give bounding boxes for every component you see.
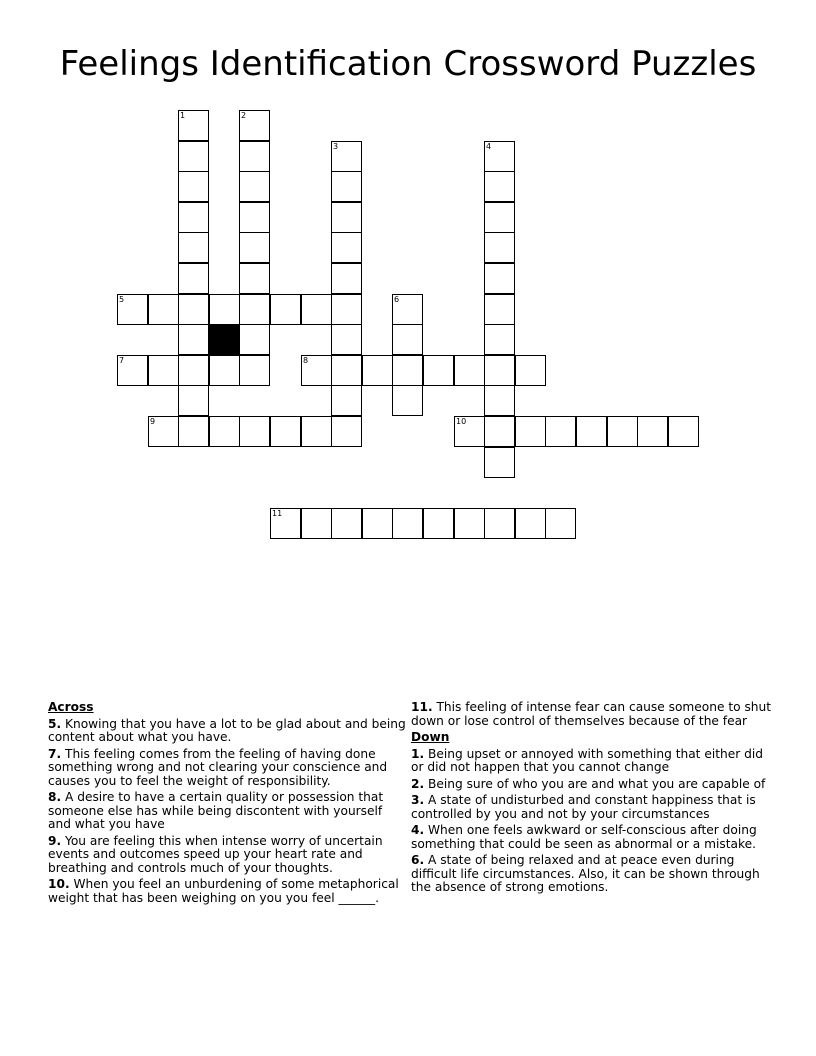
grid-cell[interactable] (362, 355, 393, 386)
grid-cell[interactable] (117, 294, 148, 325)
grid-cell[interactable] (392, 324, 423, 355)
grid-cell[interactable] (301, 416, 332, 447)
grid-cell[interactable] (454, 508, 485, 539)
clue-number: 6 (394, 295, 400, 304)
grid-cell[interactable] (484, 294, 515, 325)
grid-cell[interactable] (392, 355, 423, 386)
grid-cell[interactable] (148, 416, 179, 447)
clue-number: 3 (333, 142, 339, 151)
clue-down-3: 3. A state of undisturbed and constant happiness that is controlled by you and not by your circumstances (411, 793, 756, 821)
clue-number: 1 (180, 111, 186, 120)
grid-cell[interactable] (239, 232, 270, 263)
grid-cell[interactable] (239, 355, 270, 386)
grid-cell[interactable] (178, 232, 209, 263)
grid-cell[interactable] (178, 355, 209, 386)
grid-cell[interactable] (331, 263, 362, 294)
grid-cell[interactable] (331, 324, 362, 355)
clue-across-5: 5. Knowing that you have a lot to be glad about and being content about what you have. (48, 716, 406, 744)
grid-cell[interactable] (484, 416, 515, 447)
down-header: Down (411, 730, 450, 744)
grid-cell[interactable] (484, 355, 515, 386)
grid-cell[interactable] (484, 447, 515, 478)
grid-cell[interactable] (484, 324, 515, 355)
clue-number: 8 (303, 356, 309, 365)
clue-down-1: 1. Being upset or annoyed with something that either did or did not happen that you cannot change (411, 746, 763, 774)
grid-cell[interactable] (239, 171, 270, 202)
grid-cell[interactable] (331, 141, 362, 172)
grid-block (209, 324, 240, 355)
grid-cell[interactable] (331, 171, 362, 202)
grid-cell[interactable] (178, 171, 209, 202)
grid-cell[interactable] (331, 232, 362, 263)
grid-cell[interactable] (117, 355, 148, 386)
grid-cell[interactable] (178, 263, 209, 294)
grid-cell[interactable] (209, 416, 240, 447)
grid-cell[interactable] (239, 263, 270, 294)
grid-cell[interactable] (392, 294, 423, 325)
grid-cell[interactable] (515, 508, 546, 539)
grid-cell[interactable] (484, 385, 515, 416)
grid-cell[interactable] (209, 294, 240, 325)
clue-across-10: 10. When you feel an unburdening of some metaphorical weight that has been weighing on you you feel ______. (48, 877, 399, 905)
clue-across-11: 11. This feeling of intense fear can cause someone to shut down or lose control of themselves because of the fear (411, 700, 772, 728)
grid-cell[interactable] (331, 416, 362, 447)
grid-cell[interactable] (484, 171, 515, 202)
grid-cell[interactable] (239, 202, 270, 233)
grid-cell[interactable] (301, 508, 332, 539)
grid-cell[interactable] (484, 508, 515, 539)
clue-down-6: 6. A state of being relaxed and at peace even during difficult life circumstances. Also, it can be shown through the absence of strong emotions. (411, 853, 760, 894)
grid-cell[interactable] (178, 141, 209, 172)
grid-cell[interactable] (484, 202, 515, 233)
grid-cell[interactable] (331, 294, 362, 325)
grid-cell[interactable] (668, 416, 699, 447)
grid-cell[interactable] (239, 324, 270, 355)
grid-cell[interactable] (178, 324, 209, 355)
grid-cell[interactable] (484, 232, 515, 263)
clue-number: 7 (119, 356, 125, 365)
grid-cell[interactable] (239, 416, 270, 447)
grid-cell[interactable] (484, 141, 515, 172)
grid-cell[interactable] (362, 508, 393, 539)
clue-number: 2 (241, 111, 247, 120)
grid-cell[interactable] (178, 202, 209, 233)
grid-cell[interactable] (239, 294, 270, 325)
grid-cell[interactable] (301, 294, 332, 325)
grid-cell[interactable] (331, 385, 362, 416)
grid-cell[interactable] (178, 416, 209, 447)
grid-cell[interactable] (607, 416, 638, 447)
clue-number: 5 (119, 295, 125, 304)
clues-column-left (48, 701, 408, 908)
grid-cell[interactable] (148, 294, 179, 325)
clues-column-right (411, 701, 773, 898)
grid-cell[interactable] (545, 508, 576, 539)
grid-cell[interactable] (423, 508, 454, 539)
grid-cell[interactable] (484, 263, 515, 294)
grid-cell[interactable] (178, 110, 209, 141)
grid-cell[interactable] (515, 416, 546, 447)
grid-cell[interactable] (576, 416, 607, 447)
grid-cell[interactable] (545, 416, 576, 447)
clue-across-9: 9. You are feeling this when intense worry of uncertain events and outcomes speed up your heart rate and breathing and controls much of your thoughts. (48, 833, 383, 875)
grid-cell[interactable] (148, 355, 179, 386)
clue-number: 9 (150, 417, 156, 426)
grid-cell[interactable] (178, 294, 209, 325)
across-header: Across (48, 700, 94, 714)
puzzle-title: Feelings Identification Crossword Puzzles (59, 44, 757, 84)
grid-cell[interactable] (270, 416, 301, 447)
clue-down-4: 4. When one feels awkward or self-conscious after doing something that could be seen as abnormal or a mistake. (411, 823, 757, 851)
grid-cell[interactable] (178, 385, 209, 416)
clue-number: 11 (272, 509, 283, 518)
grid-cell[interactable] (331, 355, 362, 386)
grid-cell[interactable] (270, 294, 301, 325)
clue-number: 10 (456, 417, 467, 426)
grid-cell[interactable] (301, 355, 332, 386)
grid-cell[interactable] (270, 508, 301, 539)
clue-number: 4 (486, 142, 492, 151)
grid-cell[interactable] (515, 355, 546, 386)
grid-cell[interactable] (209, 355, 240, 386)
clue-across-7: 7. This feeling comes from the feeling of having done something wrong and not clearing your conscience and causes you to feel the weight of responsibility. (48, 746, 388, 788)
grid-cell[interactable] (331, 202, 362, 233)
grid-cell[interactable] (239, 110, 270, 141)
grid-cell[interactable] (454, 355, 485, 386)
grid-cell[interactable] (331, 508, 362, 539)
clue-across-8: 8. A desire to have a certain quality or possession that someone else has while being discontent with yourself and what you have (48, 790, 384, 831)
clue-down-2: 2. Being sure of who you are and what you are capable of (411, 776, 766, 791)
grid-cell[interactable] (423, 355, 454, 386)
grid-cell[interactable] (392, 385, 423, 416)
grid-cell[interactable] (239, 141, 270, 172)
grid-cell[interactable] (637, 416, 668, 447)
grid-cell[interactable] (392, 508, 423, 539)
grid-cell[interactable] (454, 416, 485, 447)
